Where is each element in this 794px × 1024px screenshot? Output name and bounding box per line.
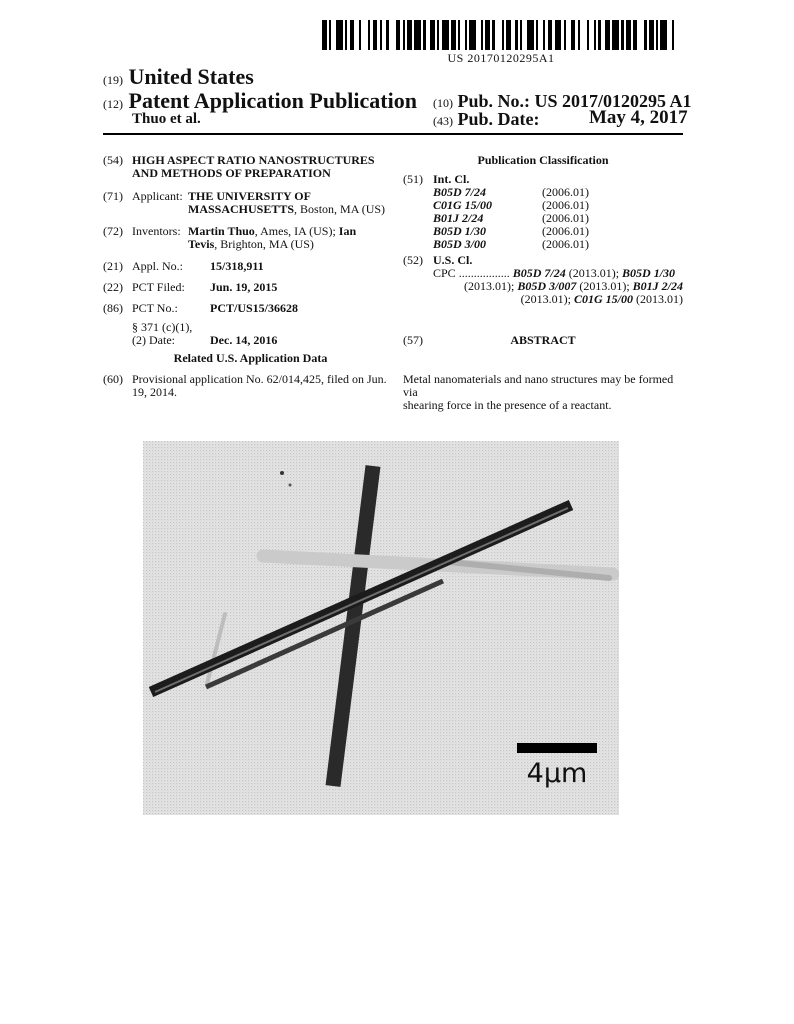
cpc-label: CPC: [433, 266, 456, 280]
inventor-2-location: , Brighton, MA (US): [214, 237, 314, 251]
cpc-dots: .................: [458, 266, 510, 280]
cpc-year-3: (2013.01);: [576, 279, 633, 293]
classification-heading: Publication Classification: [477, 153, 609, 167]
inventor-2-last-name: Tevis: [188, 237, 215, 251]
pub-date-label: Pub. Date:: [457, 109, 540, 129]
cpc-line-3: [433, 293, 683, 306]
related-application-heading: Related U.S. Application Data: [173, 351, 328, 365]
int-cl-year: (2006.01): [542, 237, 589, 251]
inventor-1-name: Martin Thuo: [188, 224, 255, 238]
cpc-code-3: B05D 3/007: [517, 279, 577, 293]
barcode-bar: [612, 20, 619, 50]
int-cl-code: B05D 7/24: [433, 185, 487, 199]
inventor-2-first-name: Ian: [338, 224, 357, 238]
barcode-bar: [414, 20, 421, 50]
int-cl-code: C01G 15/00: [433, 198, 493, 212]
field-52-num: (52): [403, 253, 423, 267]
inventors: [188, 225, 398, 251]
barcode-bar: [637, 20, 644, 50]
cpc-year-1: (2013.01);: [565, 266, 623, 280]
scale-bar: [517, 743, 597, 753]
us-cl-label: U.S. Cl.: [433, 253, 473, 267]
barcode-bar: [389, 20, 396, 50]
barcode-bar: [527, 20, 534, 50]
pub-number: US 2017/0120295 A1: [534, 91, 692, 111]
applicant-name-1: THE UNIVERSITY OF: [188, 189, 311, 203]
pub-number-label: Pub. No.:: [457, 91, 531, 111]
cpc-code-5: C01G 15/00: [573, 292, 633, 306]
tem-micrograph: [143, 441, 619, 815]
cpc-code-2: B05D 1/30: [622, 266, 676, 280]
int-cl-year: (2006.01): [542, 211, 589, 225]
field-21-num: (21): [103, 259, 123, 273]
cpc-code-1: B05D 7/24: [512, 266, 566, 280]
barcode-bar: [442, 20, 449, 50]
section-371-date-label: (2) Date:: [132, 333, 175, 347]
abstract-line-2: shearing force in the presence of a reactant.: [403, 398, 612, 412]
abstract-text: [403, 373, 688, 412]
tag-19: (19): [103, 73, 123, 87]
barcode-bar: [580, 20, 587, 50]
field-72-num: (72): [103, 224, 123, 238]
field-57-num: (57): [403, 333, 423, 347]
barcode-bar: [660, 20, 667, 50]
field-54-num: (54): [103, 153, 123, 167]
abstract-line-1: Metal nanomaterials and nano structures may be formed via: [403, 372, 674, 399]
country: United States: [128, 64, 254, 89]
pct-no: PCT/US15/36628: [210, 301, 299, 315]
provisional-line-2: 19, 2014.: [132, 385, 177, 399]
field-86-num: (86): [103, 301, 123, 315]
scale-label: 4μm: [526, 758, 588, 789]
barcode-number: US 20170120295A1: [447, 51, 555, 65]
pct-no-label: PCT No.:: [132, 301, 178, 315]
field-51-num: (51): [403, 172, 423, 186]
pct-filed: Jun. 19, 2015: [210, 280, 278, 294]
appl-no-label: Appl. No.:: [132, 259, 183, 273]
cpc-year-4: (2013.01);: [520, 292, 574, 306]
barcode: [322, 20, 680, 50]
int-cl-code: B05D 1/30: [433, 224, 487, 238]
barcode-bar: [674, 20, 679, 50]
pub-date-line: [433, 109, 540, 130]
applicant-location: , Boston, MA (US): [294, 202, 386, 216]
section-371: § 371 (c)(1),: [132, 320, 193, 334]
barcode-bar: [469, 20, 476, 50]
barcode-bar: [361, 20, 368, 50]
abstract-heading: ABSTRACT: [510, 333, 576, 347]
provisional-line-1: Provisional application No. 62/014,425, filed on Jun.: [132, 372, 387, 386]
applicant: [188, 190, 398, 216]
cpc-year-5: (2013.01): [633, 292, 683, 306]
title-line-2: AND METHODS OF PREPARATION: [132, 166, 331, 180]
title: [132, 154, 392, 180]
field-60-num: (60): [103, 372, 123, 386]
publication-type: Patent Application Publication: [128, 88, 417, 113]
cpc-year-2: (2013.01);: [463, 279, 518, 293]
country-line: [103, 64, 254, 90]
cpc-code-4: B01J 2/24: [632, 279, 683, 293]
field-22-num: (22): [103, 280, 123, 294]
int-cl-year: (2006.01): [542, 224, 589, 238]
header-divider: [103, 133, 683, 135]
barcode-bar: [555, 20, 562, 50]
pub-date: May 4, 2017: [589, 107, 688, 128]
particle-1: [280, 471, 284, 475]
int-cl-year: (2006.01): [542, 198, 589, 212]
barcode-bar: [495, 20, 502, 50]
int-cl-code: B01J 2/24: [433, 211, 484, 225]
tag-43: (43): [433, 114, 453, 128]
tag-10: (10): [433, 96, 453, 110]
authors: Thuo et al.: [132, 111, 201, 127]
particle-2: [289, 484, 292, 487]
int-cl-code: B05D 3/00: [433, 237, 487, 251]
pct-filed-label: PCT Filed:: [132, 280, 185, 294]
applicant-name-2: MASSACHUSETTS: [188, 202, 295, 216]
tag-12: (12): [103, 97, 123, 111]
title-line-1: HIGH ASPECT RATIO NANOSTRUCTURES: [132, 153, 375, 167]
field-71-num: (71): [103, 189, 123, 203]
section-371-date: Dec. 14, 2016: [210, 333, 278, 347]
barcode-bar: [336, 20, 343, 50]
int-cl-label: Int. Cl.: [433, 172, 470, 186]
int-cl-year: (2006.01): [542, 185, 589, 199]
inventors-label: Inventors:: [132, 224, 181, 238]
applicant-label: Applicant:: [132, 189, 183, 203]
provisional-application: [132, 373, 402, 399]
appl-no: 15/318,911: [210, 259, 264, 273]
inventor-1-location: , Ames, IA (US);: [254, 224, 339, 238]
